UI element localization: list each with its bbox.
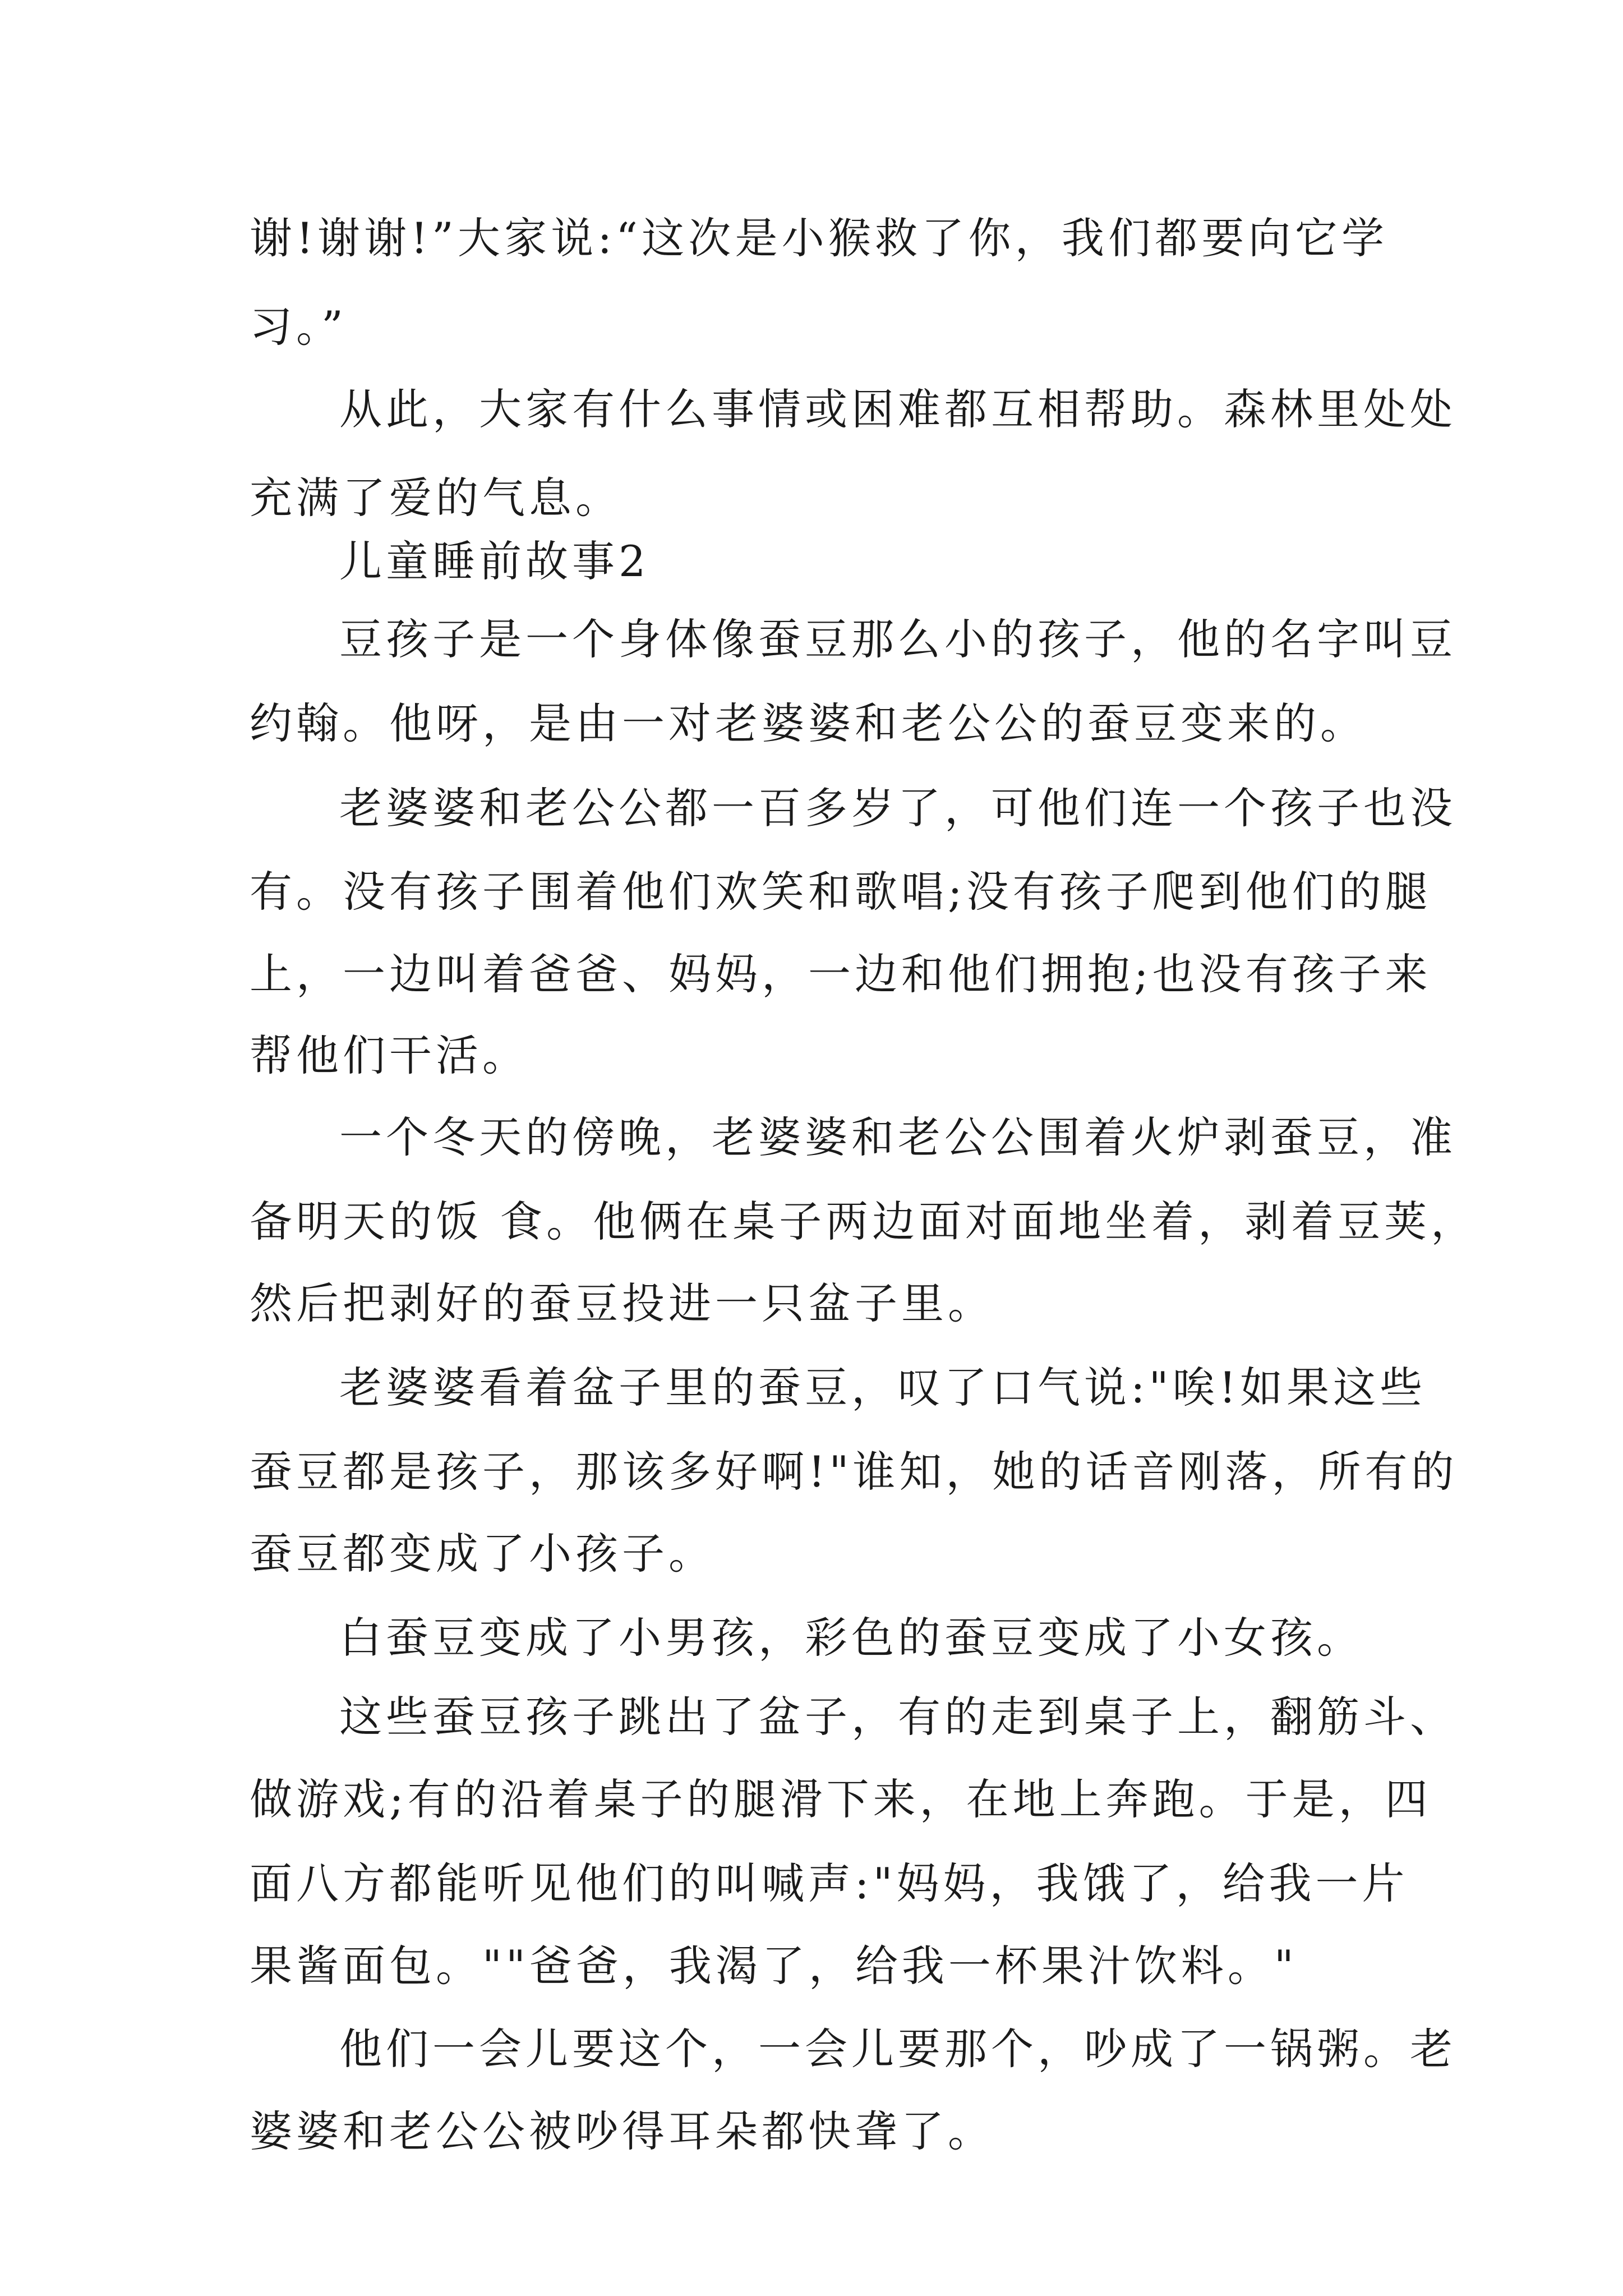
text-line: 果酱面包。""爸爸，我渴了，给我一杯果汁饮料。" (250, 1941, 1298, 1991)
text-line: 蚕豆都变成了小孩子。 (250, 1529, 715, 1579)
text-line: 习。” (250, 302, 347, 352)
text-line: 上，一边叫着爸爸、妈妈，一边和他们拥抱;也没有孩子来 (250, 949, 1432, 999)
section-heading: 儿童睡前故事2 (339, 536, 650, 586)
text-line: 这些蚕豆孩子跳出了盆子，有的走到桌子上，翻筋斗、 (339, 1692, 1456, 1742)
text-line: 婆婆和老公公被吵得耳朵都快聋了。 (250, 2106, 994, 2156)
text-line: 谢!谢谢!”大家说:“这次是小猴救了你，我们都要向它学 (250, 213, 1388, 263)
text-line: 蚕豆都是孩子，那该多好啊!"谁知，她的话音刚落，所有的 (250, 1447, 1458, 1497)
text-line: 老婆婆看着盆子里的蚕豆，叹了口气说:"唉!如果这些 (339, 1363, 1427, 1412)
text-line: 从此，大家有什么事情或困难都互相帮助。森林里处处 (339, 384, 1456, 434)
text-line: 然后把剥好的蚕豆投进一只盆子里。 (250, 1278, 994, 1328)
text-line: 面八方都能听见他们的叫喊声:"妈妈，我饿了，给我一片 (250, 1858, 1409, 1908)
text-line: 有。没有孩子围着他们欢笑和歌唱;没有孩子爬到他们的腿 (250, 867, 1432, 917)
text-line: 约翰。他呀，是由一对老婆婆和老公公的蚕豆变来的。 (250, 698, 1367, 748)
text-line: 一个冬天的傍晚，老婆婆和老公公围着火炉剥蚕豆，准 (339, 1112, 1456, 1162)
text-line: 充满了爱的气息。 (250, 473, 622, 523)
text-line: 备明天的饭 食。他俩在桌子两边面对面地坐着，剥着豆荚， (250, 1197, 1478, 1246)
text-line: 帮他们干活。 (250, 1030, 529, 1080)
text-line: 白蚕豆变成了小男孩，彩色的蚕豆变成了小女孩。 (339, 1613, 1363, 1663)
text-line: 豆孩子是一个身体像蚕豆那么小的孩子，他的名字叫豆 (339, 614, 1456, 664)
text-line: 他们一会儿要这个，一会儿要那个，吵成了一锅粥。老 (339, 2024, 1456, 2074)
text-line: 老婆婆和老公公都一百多岁了，可他们连一个孩子也没 (339, 783, 1456, 833)
text-line: 做游戏;有的沿着桌子的腿滑下来，在地上奔跑。于是，四 (250, 1774, 1432, 1824)
